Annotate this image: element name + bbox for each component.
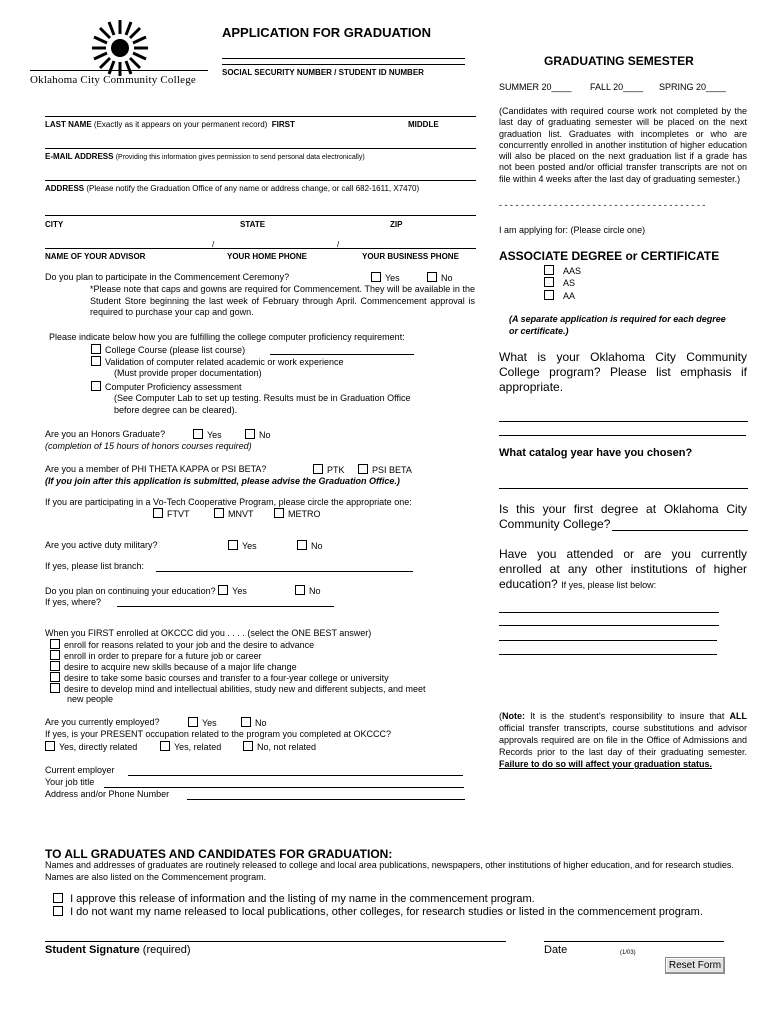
middle-label: MIDDLE [408,120,439,129]
employed-yes[interactable]: Yes [188,717,217,728]
employer-field[interactable] [128,775,463,776]
release-approve-option[interactable]: I approve this release of information and the listing of my name in the commencement program. [53,893,535,905]
form-code: (1/03) [620,950,636,956]
checkbox-icon[interactable] [50,650,60,660]
zip-label: ZIP [390,220,403,229]
honors-yes[interactable]: Yes [193,429,222,440]
psi-beta-option[interactable]: PSI BETA [358,464,412,475]
military-yes[interactable]: Yes [228,540,257,551]
occupation-yes-directly[interactable]: Yes, directly related [45,741,137,752]
occupation-yes-related[interactable]: Yes, related [160,741,221,752]
enrolled-option-2[interactable]: enroll in order to prepare for a future job or career [50,650,262,661]
proficiency-validation-note: (Must provide proper documentation) [114,368,262,378]
checkbox-icon[interactable] [50,683,60,693]
signature-field[interactable] [45,941,506,942]
honors-question: Are you an Honors Graduate? [45,429,166,439]
checkbox-icon[interactable] [50,661,60,671]
military-question: Are you active duty military? [45,540,158,550]
advisor-phone-field[interactable] [45,248,476,249]
proficiency-question: Please indicate below how you are fulfilling the college computer proficiency requirement: [49,332,405,342]
military-branch-field[interactable] [156,571,413,572]
checkbox-icon[interactable] [544,277,554,287]
checkbox-icon[interactable] [245,429,255,439]
checkbox-icon[interactable] [50,672,60,682]
continuing-where-field[interactable] [117,606,334,607]
home-phone-label: YOUR HOME PHONE [227,252,308,261]
state-label: STATE [240,220,266,229]
semester-note: (Candidates with required course work not completed by the last day of graduating semester will be placed on the next graduation list. Graduates with incompletes or who are concurrently enrolled in another institution of higher education will also be placed on the next graduation list if a grade has not been posted and/or official transfer transcripts are not on file within 4 weeks after the last day of graduating semester.) [499,106,747,184]
proficiency-assessment-note-1: (See Computer Lab to set up testing. Results must be in Graduation Office [114,393,411,403]
page-title: APPLICATION FOR GRADUATION [222,25,431,40]
semester-divider: - - - - - - - - - - - - - - - - - - - - - - - - - - - - - - - - - - - - - - [499,200,706,210]
military-no[interactable]: No [297,540,323,551]
program-question: What is your Oklahoma City Community College program? Please list emphasis if appropriate. [499,350,747,394]
job-title-label: Your job title [45,777,95,787]
transfer-note: (Note: It is the student’s responsibility to insure that ALL official transfer transcripts, course substitutions and advisor approvals required are on file in the Office of Admissions and Records prior to the last day of their graduating semester. Failure to do so will affect your graduation status. [499,711,747,769]
fall-option[interactable]: FALL 20____ [590,82,644,92]
degree-as[interactable]: AS [544,277,575,288]
address-phone-label: Address and/or Phone Number [45,789,170,799]
military-branch-label: If yes, please list branch: [45,561,145,571]
summer-option[interactable]: SUMMER 20____ [499,82,572,92]
ptk-option[interactable]: PTK [313,464,345,475]
employer-label: Current employer [45,765,115,775]
institution-field-1[interactable] [499,612,719,613]
checkbox-icon[interactable] [544,265,554,275]
ftvt-option[interactable]: FTVT [153,508,190,519]
checkbox-icon[interactable] [50,639,60,649]
signature-label: Student Signature (required) [45,944,191,956]
proficiency-assessment[interactable]: Computer Proficiency assessment [91,381,242,392]
employed-no[interactable]: No [241,717,267,728]
checkbox-icon[interactable] [274,508,284,518]
checkbox-icon[interactable] [295,585,305,595]
program-field-1[interactable] [499,421,748,422]
enrolled-option-4[interactable]: desire to take some basic courses and transfer to a four-year college or university [50,672,389,683]
ptk-note: (If you join after this application is submitted, please advise the Graduation Office.) [45,476,400,486]
degree-note: (A separate application is required for each degree or certificate.) [509,314,726,336]
checkbox-icon[interactable] [313,464,323,474]
first-degree-question: Is this your first degree at Oklahoma City Community College? [499,502,747,531]
institution-field-3[interactable] [499,640,717,641]
attended-question: Have you attended or are you currently enrolled at any other institutions of higher education? If yes, please list below: [499,547,747,591]
ceremony-yes[interactable]: Yes [371,272,400,283]
catalog-question: What catalog year have you chosen? [499,447,693,459]
phone-slash-1: / [212,240,215,249]
checkbox-icon[interactable] [53,906,63,916]
checkbox-icon[interactable] [297,540,307,550]
proficiency-validation[interactable]: Validation of computer related academic or work experience [91,356,343,367]
date-field[interactable] [544,941,724,942]
logo-sunburst-icon [80,18,160,78]
checkbox-icon[interactable] [544,290,554,300]
last-name-field[interactable] [45,116,476,117]
ptk-question: Are you a member of PHI THETA KAPPA or PSI BETA? [45,464,267,474]
ssn-label: SOCIAL SECURITY NUMBER / STUDENT ID NUMBER [222,68,424,77]
checkbox-icon[interactable] [241,717,251,727]
checkbox-icon[interactable] [228,540,238,550]
degree-title: ASSOCIATE DEGREE or CERTIFICATE [499,249,720,263]
checkbox-icon[interactable] [218,585,228,595]
present-occupation-question: If yes, is your PRESENT occupation related to the program you completed at OKCCC? [45,729,391,739]
release-deny-option[interactable]: I do not want my name released to local publications, other colleges, for research studies or listed in the commencement program. [53,906,703,918]
institution-field-2[interactable] [499,625,719,626]
metro-option[interactable]: METRO [274,508,321,519]
enrolled-option-1[interactable]: enroll for reasons related to your job and the desire to advance [50,639,314,650]
spring-option[interactable]: SPRING 20____ [659,82,727,92]
last-name-label: LAST NAME (Exactly as it appears on your permanent record) FIRST [45,120,295,129]
checkbox-icon[interactable] [45,741,55,751]
checkbox-icon[interactable] [243,741,253,751]
continuing-where-label: If yes, where? [45,597,102,607]
checkbox-icon[interactable] [371,272,381,282]
checkbox-icon[interactable] [358,464,368,474]
checkbox-icon[interactable] [91,381,101,391]
reset-form-button[interactable]: Reset Form [665,957,725,974]
enrolled-question: When you FIRST enrolled at OKCCC did you . . . . (select the ONE BEST answer) [45,628,372,638]
proficiency-college-course[interactable]: College Course (please list course) [91,344,245,355]
mnvt-option[interactable]: MNVT [214,508,254,519]
checkbox-icon[interactable] [427,272,437,282]
job-title-field[interactable] [104,787,464,788]
honors-note: (completion of 15 hours of honors courses required) [45,441,252,451]
college-name: Oklahoma City Community College [30,74,196,86]
program-field-2[interactable] [499,435,746,436]
checkbox-icon[interactable] [160,741,170,751]
checkbox-icon[interactable] [193,429,203,439]
catalog-field[interactable] [499,488,748,489]
employed-question: Are you currently employed? [45,717,160,727]
ceremony-no[interactable]: No [427,272,453,283]
checkbox-icon[interactable] [53,893,63,903]
degree-aas[interactable]: AAS [544,265,581,276]
first-degree-field[interactable] [612,530,748,531]
continuing-question: Do you plan on continuing your education? Yes [45,586,247,596]
checkbox-icon[interactable] [91,344,101,354]
enrolled-option-5-cont: new people [67,694,114,704]
email-label: E-MAIL ADDRESS (Providing this information gives permission to send personal data electronically) [45,152,365,161]
continuing-no[interactable]: No [295,585,321,596]
honors-no[interactable]: No [245,429,271,440]
advisor-label: NAME OF YOUR ADVISOR [45,252,146,261]
occupation-not-related[interactable]: No, not related [243,741,316,752]
address-phone-field[interactable] [187,799,465,800]
enrolled-option-3[interactable]: desire to acquire new skills because of a major life change [50,661,297,672]
address-label: ADDRESS (Please notify the Graduation Office of any name or address change, or call 682-1611, X7470) [45,184,420,193]
checkbox-icon[interactable] [91,356,101,366]
checkbox-icon[interactable] [214,508,224,518]
ssn-field[interactable] [222,58,465,59]
semester-title: GRADUATING SEMESTER [544,54,694,68]
checkbox-icon[interactable] [153,508,163,518]
degree-aa[interactable]: AA [544,290,575,301]
votech-question: If you are participating in a Vo-Tech Cooperative Program, please circle the appropriate one: [45,497,412,507]
business-phone-label: YOUR BUSINESS PHONE [362,252,459,261]
ceremony-note: *Please note that caps and gowns are required for Commencement. They will be available in the Student Store beginning the last week of February through April. Commencement approval is required to purchase your cap and gown. [90,284,475,317]
college-logo [80,18,160,78]
phone-slash-2: / [337,240,340,249]
institution-field-4[interactable] [499,654,717,655]
address-field[interactable] [45,180,476,181]
release-text: Names and addresses of graduates are routinely released to college and local area publications, newspapers, other institutions of higher education, and for research studies. Names are also listed on the Commencement program. [45,860,734,882]
release-title: TO ALL GRADUATES AND CANDIDATES FOR GRADUATION: [45,847,393,861]
email-field[interactable] [45,148,476,149]
city-label: CITY [45,220,64,229]
checkbox-icon[interactable] [188,717,198,727]
city-state-zip-field[interactable] [45,215,476,216]
applying-for: I am applying for: (Please circle one) [499,225,646,235]
enrolled-option-5[interactable]: desire to develop mind and intellectual abilities, study new and different subjects, and meet [50,683,426,694]
ceremony-question: Do you plan to participate in the Commencement Ceremony? [45,272,290,282]
date-label: Date [544,944,568,956]
proficiency-assessment-note-2: before degree can be cleared). [114,405,238,415]
